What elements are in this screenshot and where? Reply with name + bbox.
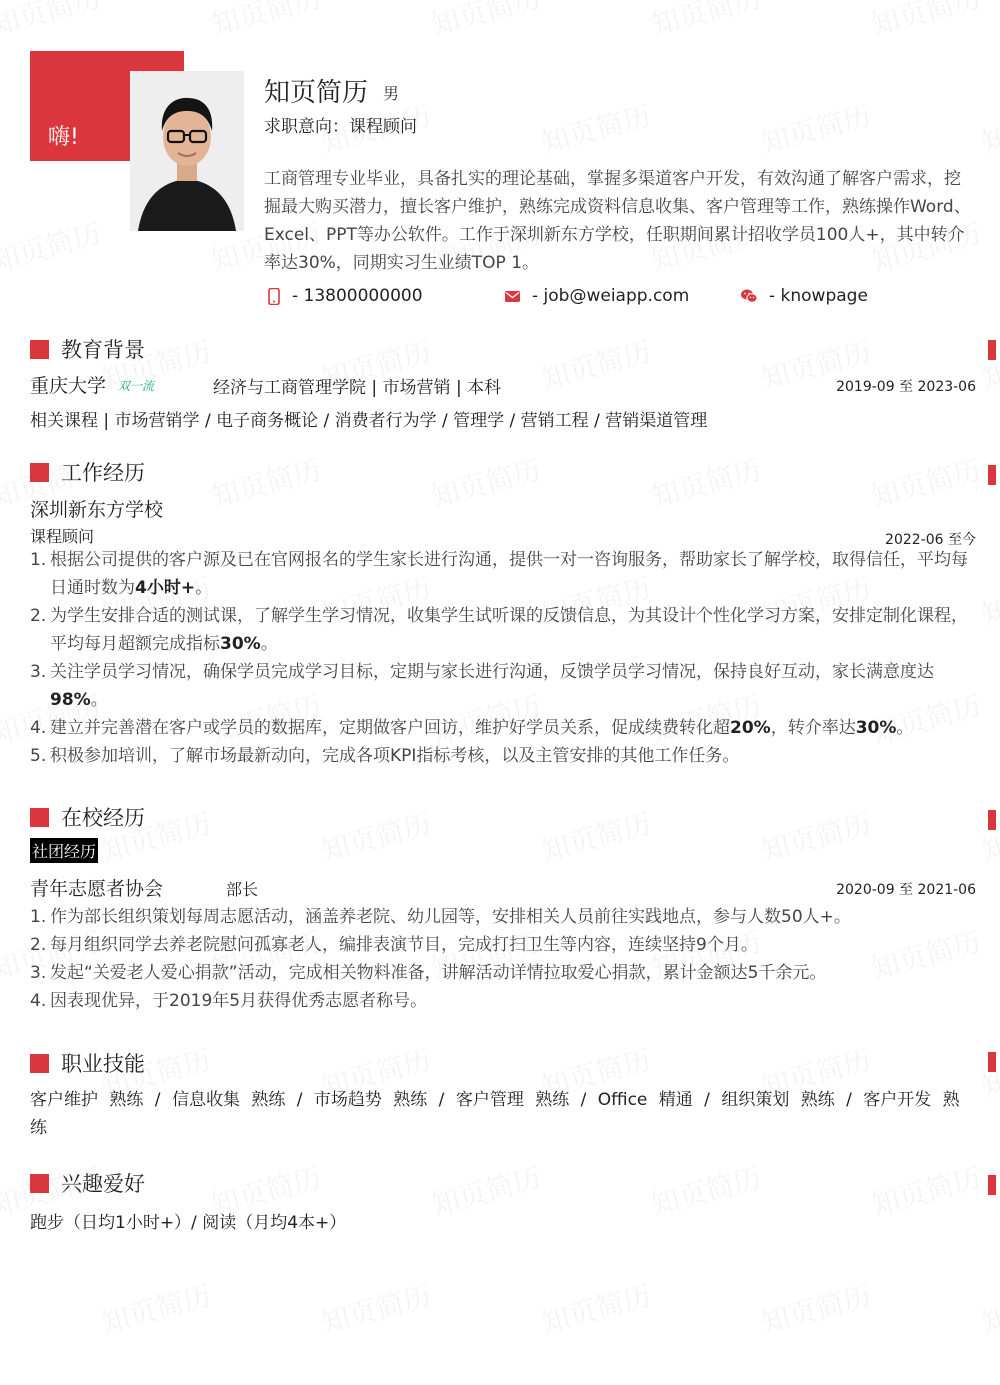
watermark-text	[977, 94, 1000, 162]
section-title: 工作经历	[61, 461, 145, 485]
section-marker	[30, 1054, 49, 1073]
watermark-text	[867, 1156, 986, 1224]
candidate-name: 知页简历	[264, 78, 369, 108]
self-introduction: 工商管理专业毕业，具备扎实的理论基础，掌握多渠道客户开发，有效沟通了解客户需求，挖掘最大购买潜力，擅长客户维护，熟练完成资料信息收集、客户管理等工作，熟练操作Word、Excel、PPT等办公软件。工作于深圳新东方学校，任职期间累计招收学员100人+，其中转介率达30%，同期实习生业绩TOP 1。	[264, 169, 971, 273]
avatar-photo-icon	[130, 71, 244, 231]
section-title: 教育背景	[61, 338, 145, 362]
edge-tick	[988, 810, 996, 830]
company-name: 深圳新东方学校	[30, 499, 164, 521]
section-marker	[30, 463, 49, 482]
section-skills	[30, 1048, 145, 1078]
section-marker	[30, 1174, 49, 1193]
campus-activities-list	[30, 903, 980, 1015]
work-role: 课程顾问	[30, 527, 95, 546]
list-item: 4. 建立并完善潜在客户或学员的数据库，定期做客户回访，维护好学员关系，促成续费转化超20%，转介率达30%。	[30, 718, 914, 738]
watermark-text	[977, 1038, 1000, 1106]
watermark-text	[757, 1274, 876, 1342]
hobbies-list: 跑步（日均1小时+）/ 阅读（月均4本+）	[30, 1213, 347, 1233]
work-date: 2022-06 至今	[885, 532, 976, 548]
watermark-text	[0, 212, 105, 280]
avatar	[130, 71, 244, 231]
list-item: 5. 积极参加培训，了解市场最新动向，完成各项KPI指标考核，以及主管安排的其他工作任务。	[30, 746, 740, 766]
watermark-text	[977, 566, 1000, 634]
section-title: 兴趣爱好	[61, 1172, 145, 1196]
section-work	[30, 457, 145, 487]
watermark-text	[757, 802, 876, 870]
club-tag: 社团经历	[30, 838, 98, 863]
list-item: 1. 根据公司提供的客户源及已在官网报名的学生家长进行沟通，提供一对一咨询服务，帮助家长了解学校，取得信任，平均每日通时数为4小时+。	[30, 550, 968, 598]
list-item: 3. 关注学员学习情况，确保学员完成学习目标，定期与家长进行沟通，反馈学员学习情况，保持良好互动，家长满意度达98%。	[30, 662, 934, 710]
list-item: 4. 因表现优异，于2019年5月获得优秀志愿者称号。	[30, 991, 428, 1011]
section-campus	[30, 802, 145, 832]
section-title: 在校经历	[61, 806, 145, 830]
phone-number: - 13800000000	[292, 286, 423, 306]
watermark-text	[647, 448, 766, 516]
watermark-text	[537, 330, 656, 398]
edge-tick	[988, 1052, 996, 1072]
work-duties-list	[30, 546, 980, 770]
watermark-text	[317, 1274, 436, 1342]
campus-date: 2020-09 至 2021-06	[836, 882, 976, 898]
campus-role: 部长	[226, 880, 259, 899]
section-title: 职业技能	[61, 1052, 145, 1076]
wechat-id: - knowpage	[769, 286, 868, 306]
education-date: 2019-09 至 2023-06	[836, 379, 976, 395]
wechat-icon	[741, 289, 757, 303]
section-marker	[30, 340, 49, 359]
edge-tick	[988, 465, 996, 485]
watermark-text	[427, 1156, 546, 1224]
watermark-text	[317, 802, 436, 870]
mail-icon	[505, 291, 520, 302]
list-item: 1. 作为部长组织策划每周志愿活动，涵盖养老院、幼儿园等，安排相关人员前往实践地点，参与人数50人+。	[30, 907, 851, 927]
section-marker	[30, 808, 49, 827]
contact-phone	[268, 286, 423, 306]
greeting-text: 嗨!	[48, 125, 79, 150]
watermark-text	[537, 1274, 656, 1342]
related-courses: 相关课程 | 市场营销学 / 电子商务概论 / 消费者行为学 / 管理学 / 营销工程 / 营销渠道管理	[30, 411, 708, 431]
watermark-text	[207, 0, 326, 44]
watermark-text	[97, 1274, 216, 1342]
candidate-gender: 男	[383, 84, 400, 103]
watermark-text	[867, 448, 986, 516]
watermark-text	[867, 0, 986, 44]
watermark-text	[427, 0, 546, 44]
section-education	[30, 334, 145, 364]
list-item: 3. 发起“关爱老人爱心捐款”活动，完成相关物料准备，讲解活动详情拉取爱心捐款，累计金额达5千余元。	[30, 963, 827, 983]
watermark-text	[647, 0, 766, 44]
edge-tick	[988, 1175, 996, 1195]
school-name: 重庆大学	[30, 375, 107, 397]
contact-email	[505, 286, 689, 306]
watermark-text	[537, 94, 656, 162]
list-item: 2. 每月组织同学去养老院慰问孤寡老人，编排表演节目，完成打扫卫生等内容，连续坚持9个月。	[30, 935, 758, 955]
edge-tick	[988, 340, 996, 360]
watermark-text	[0, 0, 105, 44]
section-hobbies	[30, 1168, 145, 1198]
organization-name: 青年志愿者协会	[30, 878, 164, 900]
watermark-text	[647, 1156, 766, 1224]
job-intention: 求职意向：课程顾问	[264, 117, 417, 137]
watermark-text	[757, 94, 876, 162]
skills-list: 客户维护 熟练 / 信息收集 熟练 / 市场趋势 熟练 / 客户管理 熟练 / Office 精通 / 组织策划 熟练 / 客户开发 熟练	[30, 1090, 960, 1138]
list-item: 2. 为学生安排合适的测试课，了解学生学习情况，收集学生试听课的反馈信息，为其设计个性化学习方案，安排定制化课程，平均每月超额完成指标30%。	[30, 606, 968, 654]
school-badge: 双一流	[118, 379, 155, 393]
contact-wechat	[741, 286, 868, 306]
email-address: - job@weiapp.com	[532, 286, 690, 306]
watermark-text	[427, 448, 546, 516]
education-detail: 经济与工商管理学院 | 市场营销 | 本科	[213, 378, 502, 398]
watermark-text	[537, 802, 656, 870]
watermark-text	[207, 448, 326, 516]
phone-icon	[268, 288, 280, 305]
watermark-text	[977, 1274, 1000, 1342]
